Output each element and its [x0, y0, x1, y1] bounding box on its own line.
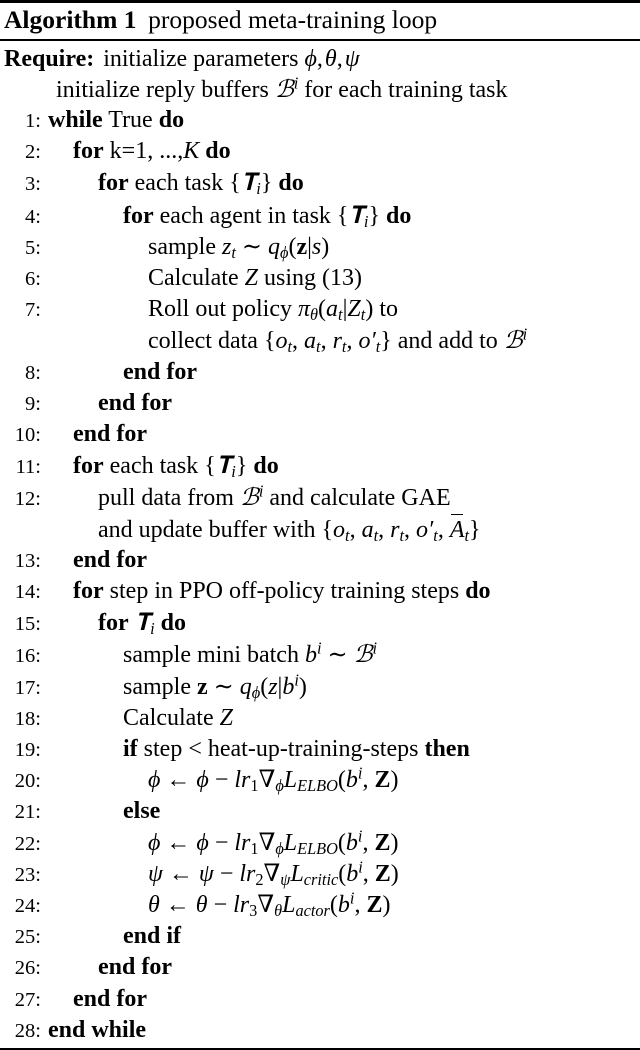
algo-line-21: [4, 796, 636, 827]
algo-line-10: [4, 419, 636, 450]
line-body: for each task {𝐓$_i$} do: [98, 168, 304, 199]
algo-line-24: [4, 890, 636, 921]
line-number: 3:: [25, 173, 41, 196]
line-body: sample $z_t$ ∼ $q_\phi(z|s)$: [148, 233, 330, 262]
algo-line-25: [4, 921, 636, 952]
line-body: ϕ ← $\phi - lr_1\nabla_\phi L_{ELBO}(b^i$, Z): [148, 826, 399, 858]
line-body: θ ← $\theta - lr_3\nabla_\theta L_{actor}(b^i$, Z): [148, 888, 391, 920]
line-number: 20:: [14, 770, 41, 793]
line-number: 27:: [14, 988, 41, 1011]
bottom-rule: [0, 1048, 640, 1050]
line-number: 17:: [14, 676, 41, 699]
line-body: end while: [48, 1016, 147, 1043]
line-body: and update buffer with {$o_t$, $a_t$, $r_t$, $o'_t$, $A_t$}: [98, 516, 481, 545]
line-body: end for: [73, 546, 147, 573]
algorithm-caption-text: proposed meta-training loop: [148, 5, 438, 34]
line-number: 12:: [14, 488, 41, 511]
algo-line-19: [4, 734, 636, 765]
line-number: 28:: [14, 1019, 41, 1042]
algo-line-14: [4, 576, 636, 607]
algo-line-16: [4, 639, 636, 671]
algo-line-22: [4, 828, 636, 859]
line-number: 2:: [25, 141, 41, 164]
line-body: sample z ∼ $q_\phi(z|b^i)$: [123, 670, 307, 702]
require-continuation-line: [4, 74, 636, 105]
line-number: 5:: [25, 236, 41, 259]
line-body: while True do: [48, 107, 185, 133]
line-body: for each agent in task {𝐓$_i$} do: [123, 200, 412, 231]
line-body: ψ ← $\psi - lr_2\nabla_\psi L_{critic}(b^i$, Z): [148, 857, 399, 889]
line-number: 24:: [14, 895, 41, 918]
line-body: end for: [123, 358, 197, 385]
line-number: 11:: [15, 456, 41, 479]
algo-line-3: [4, 167, 636, 199]
line-body: for 𝐓$_i$ do: [98, 608, 187, 638]
line-body: for each task {𝐓$_i$} do: [73, 451, 279, 481]
line-number: 10:: [14, 424, 41, 447]
line-body: end for: [73, 421, 147, 448]
algo-line-11: [4, 450, 636, 482]
line-body: else: [123, 798, 161, 825]
algo-line-27: [4, 984, 636, 1015]
line-body: collect data {$o_t$, $a_t$, $r_t$, $o'_t$} and add to ℬ$^i$: [148, 324, 528, 357]
algo-line-18: [4, 703, 636, 734]
algo-line-7: [4, 294, 636, 325]
algo-line-28: [4, 1015, 636, 1046]
line-number: 22:: [14, 832, 41, 855]
require-label: Require:: [4, 45, 95, 72]
algo-line-8: [4, 357, 636, 388]
algo-line-5: [4, 232, 636, 263]
line-body: if step < heat-up-training-steps then: [123, 736, 470, 763]
algo-line-2: [4, 136, 636, 167]
algo-line-6: [4, 263, 636, 294]
require-text: initialize parameters ϕ, θ, ψ: [103, 45, 360, 72]
require-continuation-text: initialize reply buffers ℬ$^i$ for each training task: [56, 73, 508, 103]
algorithm-lines: [0, 41, 640, 1049]
line-body: end for: [98, 389, 172, 416]
line-number: 13:: [14, 549, 41, 572]
line-number: 18:: [14, 707, 41, 730]
line-body: ϕ ← $\phi - lr_1\nabla_\phi L_{ELBO}(b^i$, Z): [148, 763, 399, 796]
line-number: 21:: [14, 801, 41, 824]
line-body: Calculate Z using (13): [148, 265, 362, 292]
algo-line-15: [4, 607, 636, 639]
line-body: end if: [123, 923, 182, 950]
line-body: for step in PPO off-policy training steps do: [73, 578, 491, 605]
line-number: 26:: [14, 957, 41, 980]
algo-line-4: [4, 200, 636, 232]
algo-line-7-continuation: [4, 325, 636, 356]
line-number: 25:: [14, 926, 41, 949]
line-number: 23:: [14, 863, 41, 886]
line-body: sample mini batch $b^i$ ∼ ℬ$^i$: [123, 638, 378, 669]
line-body: for k=1, ...,K do: [73, 138, 231, 165]
line-body: Calculate Z: [123, 704, 233, 731]
algo-line-17: [4, 672, 636, 703]
algo-line-13: [4, 545, 636, 576]
line-number: 16:: [14, 645, 41, 668]
line-body: end for: [98, 954, 172, 981]
line-body: Roll out policy $\pi_\theta(a_t|Z_t)$ to: [148, 296, 398, 324]
algorithm-caption: [0, 3, 640, 39]
line-number: 1:: [25, 110, 41, 132]
line-body: pull data from ℬ$^i$ and calculate GAE: [98, 481, 451, 512]
line-body: end for: [73, 985, 147, 1012]
algo-line-12-continuation: [4, 515, 636, 545]
line-number: 4:: [25, 205, 41, 228]
algo-line-26: [4, 952, 636, 983]
algo-line-23: [4, 859, 636, 890]
line-number: 9:: [25, 392, 41, 415]
line-number: 14:: [14, 581, 41, 604]
algorithm-caption-label: Algorithm 1: [4, 5, 137, 34]
line-number: 15:: [14, 613, 41, 636]
line-number: 19:: [14, 739, 41, 762]
line-number: 6:: [25, 268, 41, 291]
algo-line-12: [4, 482, 636, 514]
algo-line-20: [4, 765, 636, 796]
line-number: 7:: [25, 299, 41, 322]
algo-line-1: [4, 105, 636, 136]
require-line: [4, 44, 636, 74]
line-number: 8:: [25, 361, 41, 384]
algo-line-9: [4, 388, 636, 419]
